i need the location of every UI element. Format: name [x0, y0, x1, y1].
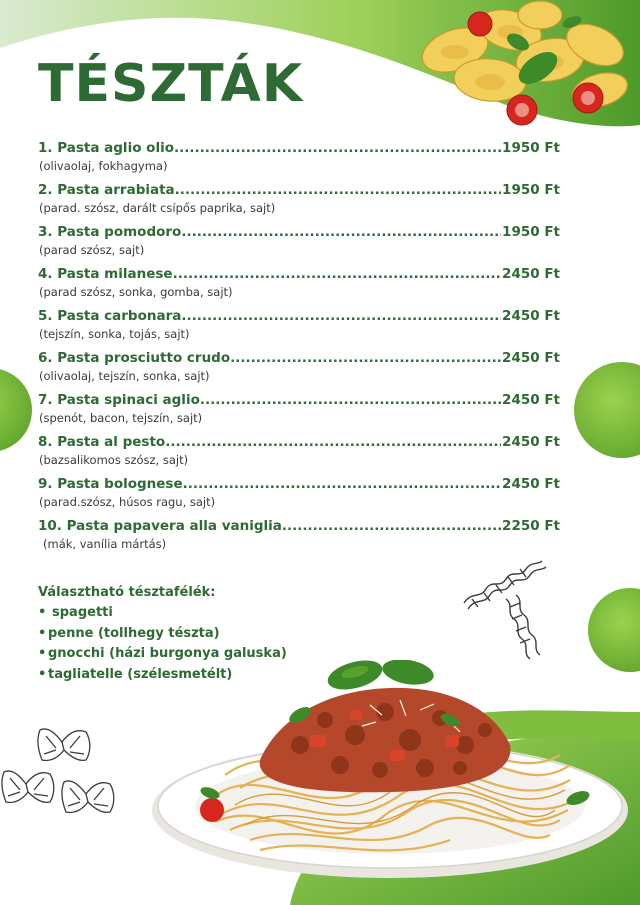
item-price: 2450 Ft — [502, 434, 560, 450]
pasta-type-item: • gnocchi (házi burgonya galuska) — [38, 644, 287, 665]
item-description: (parad szósz, sajt) — [39, 243, 145, 257]
item-name: 1. Pasta aglio olio — [38, 140, 174, 156]
item-description: (tejszín, sonka, tojás, sajt) — [39, 327, 190, 341]
item-description: (parad szósz, sonka, gomba, sajt) — [39, 285, 233, 299]
dot-leader — [183, 476, 501, 492]
item-name: 2. Pasta arrabiata — [38, 182, 175, 198]
bullet-icon: • — [38, 666, 47, 682]
right-circle-shape — [574, 362, 640, 458]
menu-item — [38, 388, 560, 430]
item-description: (parad.szósz, húsos ragu, sajt) — [39, 495, 216, 509]
dot-leader — [175, 182, 501, 198]
page-title: TÉSZTÁK — [38, 54, 304, 114]
item-price: 2450 Ft — [502, 476, 560, 492]
dot-leader — [174, 140, 501, 156]
item-description: (spenót, bacon, tejszín, sajt) — [39, 411, 203, 425]
bullet-icon: • — [38, 625, 47, 641]
dot-leader — [200, 392, 501, 408]
item-name: 6. Pasta prosciutto crudo — [38, 350, 231, 366]
menu-item — [38, 514, 560, 556]
fusilli-sketch-icon — [458, 555, 558, 665]
dot-leader — [230, 350, 501, 366]
menu-item — [38, 178, 560, 220]
farfalle-sketch-icon — [0, 720, 130, 830]
item-name: 7. Pasta spinaci aglio — [38, 392, 200, 408]
item-description: (olivaolaj, fokhagyma) — [39, 159, 168, 173]
item-price: 1950 Ft — [502, 140, 560, 156]
dot-leader — [173, 266, 501, 282]
menu-item — [38, 136, 560, 178]
item-price: 2450 Ft — [502, 266, 560, 282]
item-price: 2250 Ft — [502, 518, 560, 534]
item-name: 10. Pasta papavera alla vaniglia — [38, 518, 282, 534]
pasta-type-item: • spagetti — [38, 603, 287, 624]
item-description: (parad. szósz, darált csípős paprika, sajt) — [39, 201, 276, 215]
item-name: 5. Pasta carbonara — [38, 308, 182, 324]
item-name: 4. Pasta milanese — [38, 266, 173, 282]
tortellini-image — [400, 0, 640, 140]
bullet-icon: • — [38, 605, 47, 620]
menu-item — [38, 472, 560, 514]
left-circle-shape — [0, 368, 32, 452]
item-description: (olivaolaj, tejszín, sonka, sajt) — [39, 369, 210, 383]
menu-item — [38, 220, 560, 262]
pasta-types-heading: Választható tésztafélék: — [38, 585, 216, 600]
item-price: 2450 Ft — [502, 392, 560, 408]
item-price: 1950 Ft — [502, 224, 560, 240]
spaghetti-bolognese-image — [150, 660, 640, 900]
menu-item — [38, 346, 560, 388]
item-name: 9. Pasta bolognese — [38, 476, 183, 492]
pasta-type-item: • tagliatelle (szélesmetélt) — [38, 665, 287, 686]
item-description: (mák, vanília mártás) — [43, 537, 167, 551]
bullet-icon: • — [38, 646, 47, 661]
item-price: 2450 Ft — [502, 308, 560, 324]
item-name: 3. Pasta pomodoro — [38, 224, 182, 240]
item-price: 1950 Ft — [502, 182, 560, 198]
dot-leader — [282, 518, 501, 534]
menu-item — [38, 262, 560, 304]
item-price: 2450 Ft — [502, 350, 560, 366]
menu-list — [38, 136, 560, 556]
menu-item — [38, 430, 560, 472]
item-description: (bazsalikomos szósz, sajt) — [39, 453, 189, 467]
pasta-type-item: • penne (tollhegy tészta) — [38, 624, 287, 645]
dot-leader — [181, 224, 501, 240]
dot-leader — [165, 434, 501, 450]
dot-leader — [181, 308, 501, 324]
item-name: 8. Pasta al pesto — [38, 434, 166, 450]
menu-item — [38, 304, 560, 346]
